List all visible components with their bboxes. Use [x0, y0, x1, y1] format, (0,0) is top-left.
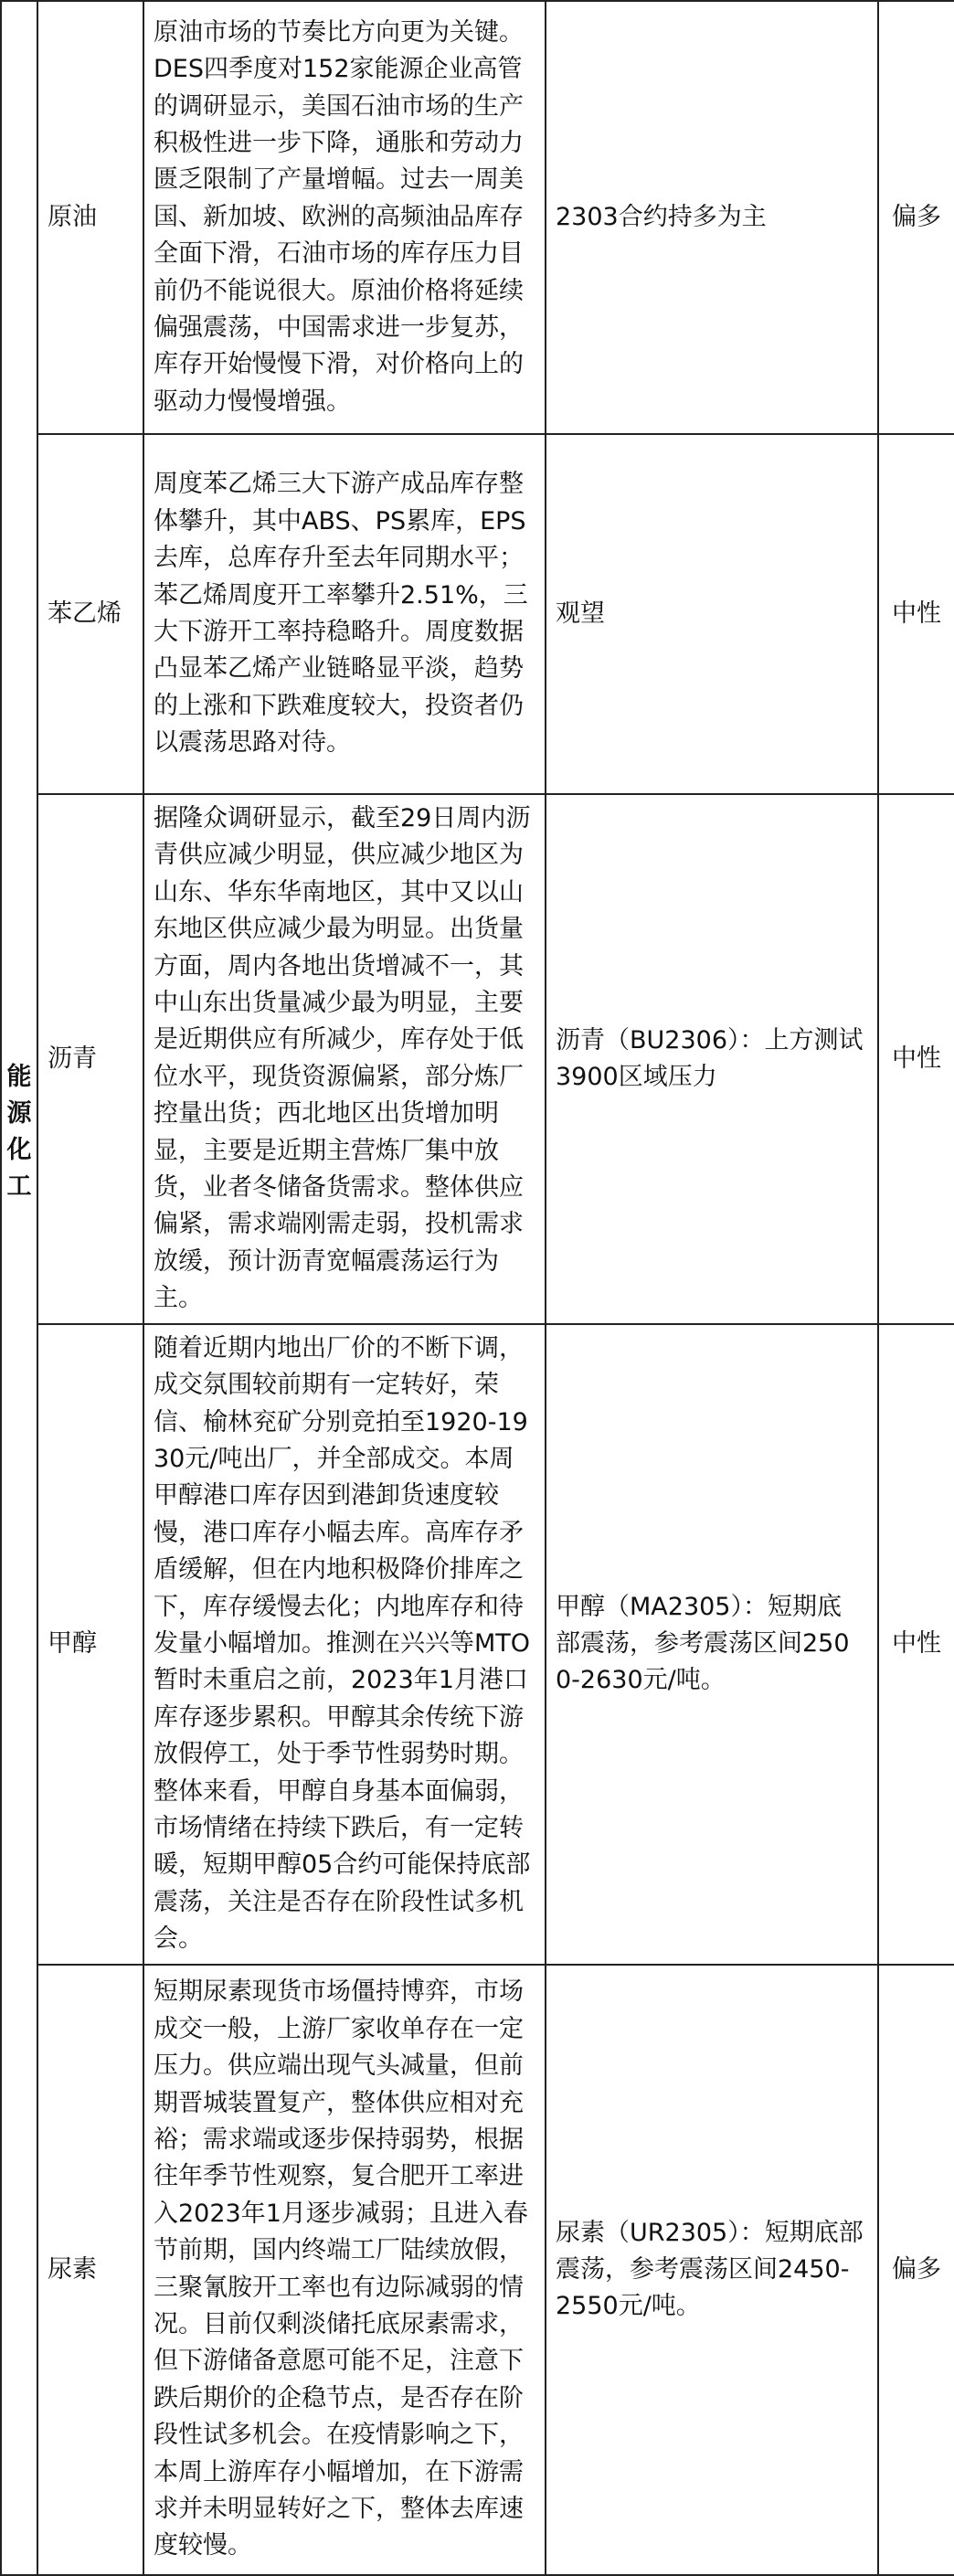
advice-cell — [546, 794, 878, 1324]
table-row — [1, 1, 954, 434]
view-text: 偏多 — [892, 203, 941, 231]
view-text: 中性 — [892, 599, 941, 628]
commodity-name: 苯乙烯 — [48, 599, 122, 628]
advice-text: 观望 — [556, 599, 605, 628]
sector-cell — [1, 1, 37, 2575]
advice-cell — [546, 1, 878, 434]
advice-text: 尿素（UR2305）：短期底部震荡，参考震荡区间2450-2550元/吨。 — [556, 2218, 864, 2320]
advice-cell — [546, 434, 878, 794]
analysis-cell — [143, 1, 546, 434]
advice-text: 甲醇（MA2305）：短期底部震荡，参考震荡区间2500-2630元/吨。 — [556, 1593, 850, 1695]
analysis-text: 原油市场的节奏比方向更为关键。DES四季度对152家能源企业高管的调研显示，美国石油市场的生产积极性进一步下降，通胀和劳动力匮乏限制了产量增幅。过去一周美国、新加坡、欧洲的高频油品库存全面下滑，石油市场的库存压力目前仍不能说很大。原油价格将延续偏强震荡，中国需求进一步复苏，库存开始慢慢下滑，对价格向上的驱动力慢慢增强。 — [154, 17, 524, 416]
commodity-name: 原油 — [48, 203, 97, 231]
table-row — [1, 434, 954, 794]
view-cell — [878, 1324, 954, 1965]
view-cell — [878, 1, 954, 434]
analysis-cell — [143, 1965, 546, 2575]
view-text: 偏多 — [892, 2254, 941, 2284]
analysis-text: 据隆众调研显示，截至29日周内沥青供应减少明显，供应减少地区为山东、华东华南地区，其中又以山东地区供应减少最为明显。出货量方面，周内各地出货增减不一，其中山东出货量减少最为明显，主要是近期供应有所减少，库存处于低位水平，现货资源偏紧，部分炼厂控量出货；西北地区出货增加明显，主要是近期主营炼厂集中放货，业者冬储备货需求。整体供应偏紧，需求端刚需走弱，投机需求放缓，预计沥青宽幅震荡运行为主。 — [154, 804, 531, 1313]
analysis-cell — [143, 1324, 546, 1965]
table-row — [1, 794, 954, 1324]
advice-text: 2303合约持多为主 — [556, 203, 767, 231]
analysis-text: 随着近期内地出厂价的不断下调，成交氛围较前期有一定转好，荣信、榆林兖矿分别竞拍至1920-1930元/吨出厂，并全部成交。本周甲醇港口库存因到港卸货速度较慢，港口库存小幅去库。高库存矛盾缓解，但在内地积极降价排库之下，库存缓慢去化；内地库存和待发量小幅增加。推测在兴兴等MTO暂时未重启之前，2023年1月港口库存逐步累积。甲醇其余传统下游放假停工，处于季节性弱势时期。整体来看，甲醇自身基本面偏弱，市场情绪在持续下跌后，有一定转暖，短期甲醇05合约可能保持底部震荡，关注是否存在阶段性试多机会。 — [154, 1333, 531, 1954]
view-text: 中性 — [892, 1629, 941, 1659]
sector-label: 能源化工 — [6, 1063, 32, 1202]
view-text: 中性 — [892, 1044, 941, 1073]
commodity-name-cell — [37, 1, 143, 434]
analysis-text: 周度苯乙烯三大下游产成品库存整体攀升，其中ABS、PS累库，EPS去库，总库存升至去年同期水平；苯乙烯周度开工率攀升2.51%，三大下游开工率持稳略升。周度数据凸显苯乙烯产业链略显平淡，趋势的上涨和下跌难度较大，投资者仍以震荡思路对待。 — [154, 470, 528, 758]
commodity-name: 沥青 — [48, 1044, 97, 1073]
advice-text: 沥青（BU2306）：上方测试3900区域压力 — [556, 1025, 864, 1091]
commodity-name-cell — [37, 1965, 143, 2575]
commodity-name: 甲醇 — [48, 1629, 97, 1659]
table-row — [1, 1324, 954, 1965]
advice-cell — [546, 1965, 878, 2575]
view-cell — [878, 1965, 954, 2575]
commodity-name-cell — [37, 794, 143, 1324]
commodity-name-cell — [37, 1324, 143, 1965]
analysis-cell — [143, 434, 546, 794]
view-cell — [878, 794, 954, 1324]
view-cell — [878, 434, 954, 794]
commodity-name-cell — [37, 434, 143, 794]
table-row — [1, 1965, 954, 2575]
analysis-cell — [143, 794, 546, 1324]
commodity-name: 尿素 — [48, 2254, 97, 2284]
advice-cell — [546, 1324, 878, 1965]
analysis-text: 短期尿素现货市场僵持博弈，市场成交一般，上游厂家收单存在一定压力。供应端出现气头减量，但前期晋城装置复产，整体供应相对充裕；需求端或逐步保持弱势，根据往年季节性观察，复合肥开工率进入2023年1月逐步减弱；且进入春节前期，国内终端工厂陆续放假，三聚氰胺开工率也有边际减弱的情况。目前仅剩淡储托底尿素需求，但下游储备意愿可能不足，注意下跌后期价的企稳节点，是否存在阶段性试多机会。在疫情影响之下，本周上游库存小幅增加，在下游需求并未明显转好之下，整体去库速度较慢。 — [154, 1977, 528, 2560]
